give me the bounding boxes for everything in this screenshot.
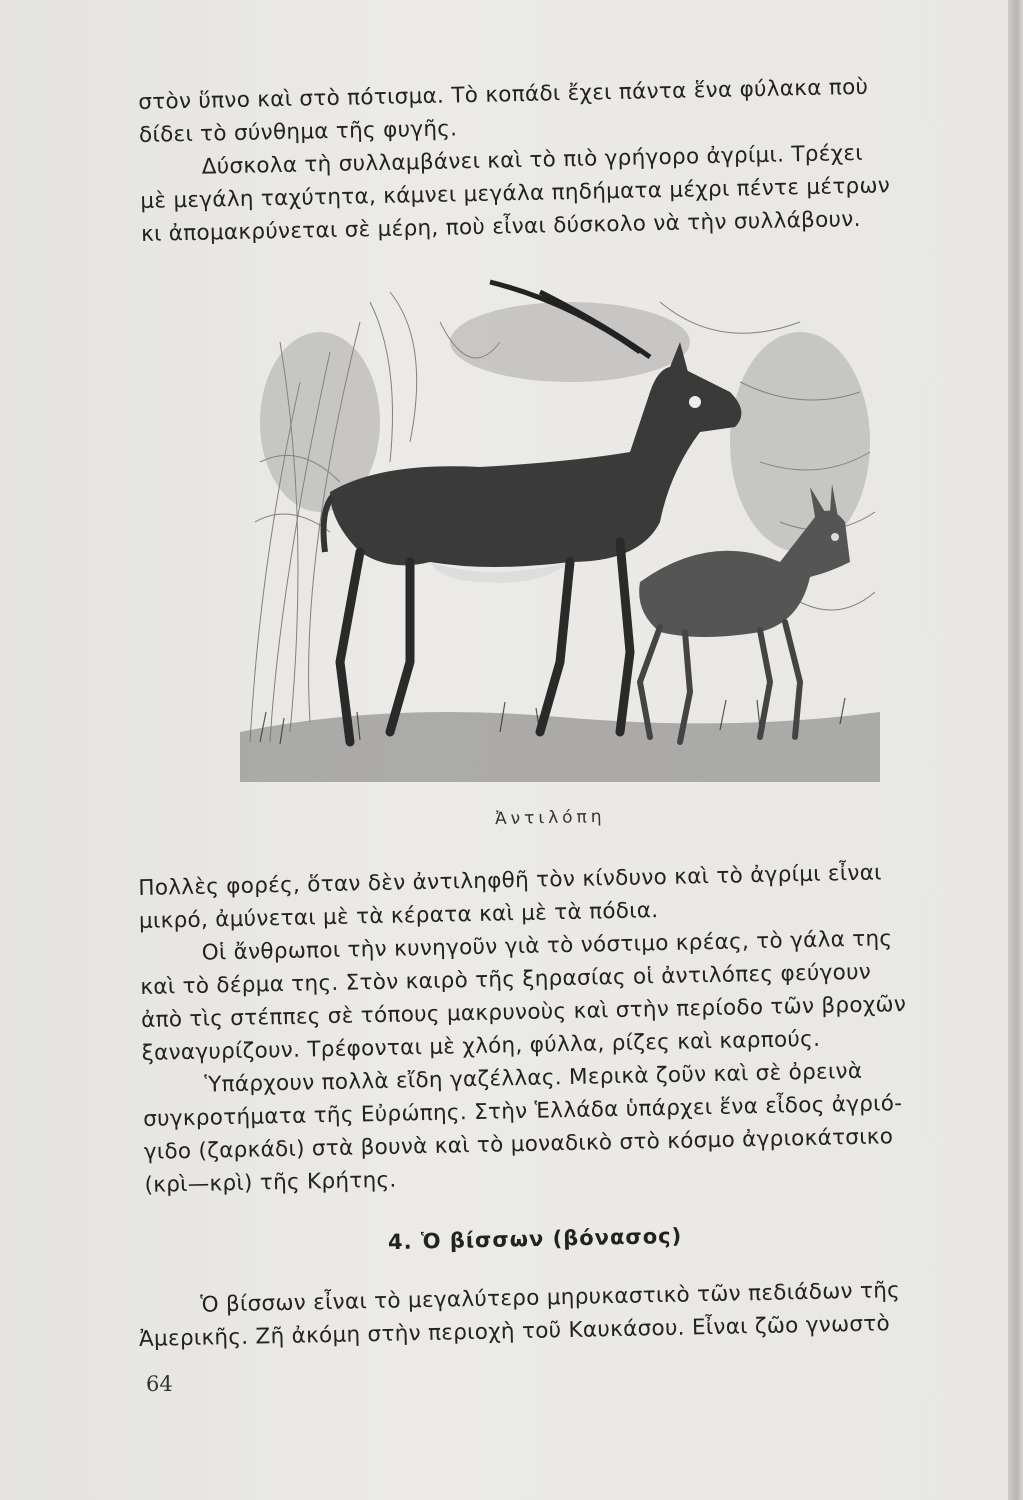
text-line: (κρὶ—κρὶ) τῆς Κρήτης. — [144, 1167, 397, 1198]
text-line: στὸν ὕπνο καὶ στὸ πότισμα. Τὸ κοπάδι ἔχει πάντα ἕνα φύλακα ποὺ — [138, 74, 869, 115]
text-line: Πολλὲς φορές, ὅταν δὲν ἀντιληφθῆ τὸν κίνδυνο καὶ τὸ ἀγρίμι εἶναι — [138, 860, 883, 901]
text-line: Ἀμερικῆς. Ζῆ ἀκόμη στὴν περιοχὴ τοῦ Καυκάσου. Εἶναι ζῶο γνωστὸ — [138, 1311, 891, 1352]
figure-caption: Ἀντιλόπη — [494, 806, 606, 830]
section-heading: 4. Ὁ βίσσων (βόνασος) — [387, 1223, 683, 1255]
antelope-illustration — [240, 262, 880, 782]
page-number: 64 — [146, 1372, 173, 1396]
text-line: γιδο (ζαρκάδι) στὰ βουνὰ καὶ τὸ μοναδικὸ στὸ κόσμο ἀγριοκάτσικο — [143, 1124, 894, 1165]
text-line: δίδει τὸ σύνθημα τῆς φυγῆς. — [138, 116, 458, 148]
text-line: κι ἀπομακρύνεται σὲ μέρη, ποὺ εἶναι δύσκολο νὰ τὴν συλλάβουν. — [140, 206, 861, 247]
text-line: μὲ μεγάλη ταχύτητα, κάμνει μεγάλα πηδήματα μέχρι πέντε μέτρων — [140, 173, 891, 214]
middle-paragraph — [138, 855, 975, 1202]
page-edge — [1008, 0, 1023, 1500]
text-line: Ὑπάρχουν πολλὰ εἴδη γαζέλλας. Μερικὰ ζοῦν καὶ σὲ ὀρεινὰ — [204, 1058, 863, 1098]
top-paragraph — [138, 69, 971, 251]
text-line: Δύσκολα τὴ συλλαμβάνει καὶ τὸ πιὸ γρήγορο ἀγρίμι. Τρέχει — [201, 140, 864, 180]
text-line: συγκροτήματα τῆς Εὐρώπης. Στὴν Ἑλλάδα ὑπάρχει ἕνα εἶδος ἀγριό- — [142, 1091, 903, 1132]
text-line: ἀπὸ τὶς στέππες σὲ τόπους μακρυνοὺς καὶ στὴν περίοδο τῶν βροχῶν — [140, 991, 907, 1033]
text-line: Οἱ ἄνθρωποι τὴν κυνηγοῦν γιὰ τὸ νόστιμο κρέας, τὸ γάλα της — [201, 926, 893, 966]
text-line: μικρό, ἀμύνεται μὲ τὰ κέρατα καὶ μὲ τὰ πόδια. — [138, 898, 659, 934]
text-line: ξαναγυρίζουν. Τρέφονται μὲ χλόη, φύλλα, ρίζες καὶ καρπούς. — [141, 1026, 821, 1066]
text-line: καὶ τὸ δέρμα της. Στὸν καιρὸ τῆς ξηρασίας οἱ ἀντιλόπες φεύγουν — [140, 959, 872, 1000]
text-line: Ὁ βίσσων εἶναι τὸ μεγαλύτερο μηρυκαστικὸ τῶν πεδιάδων τῆς — [200, 1278, 901, 1318]
